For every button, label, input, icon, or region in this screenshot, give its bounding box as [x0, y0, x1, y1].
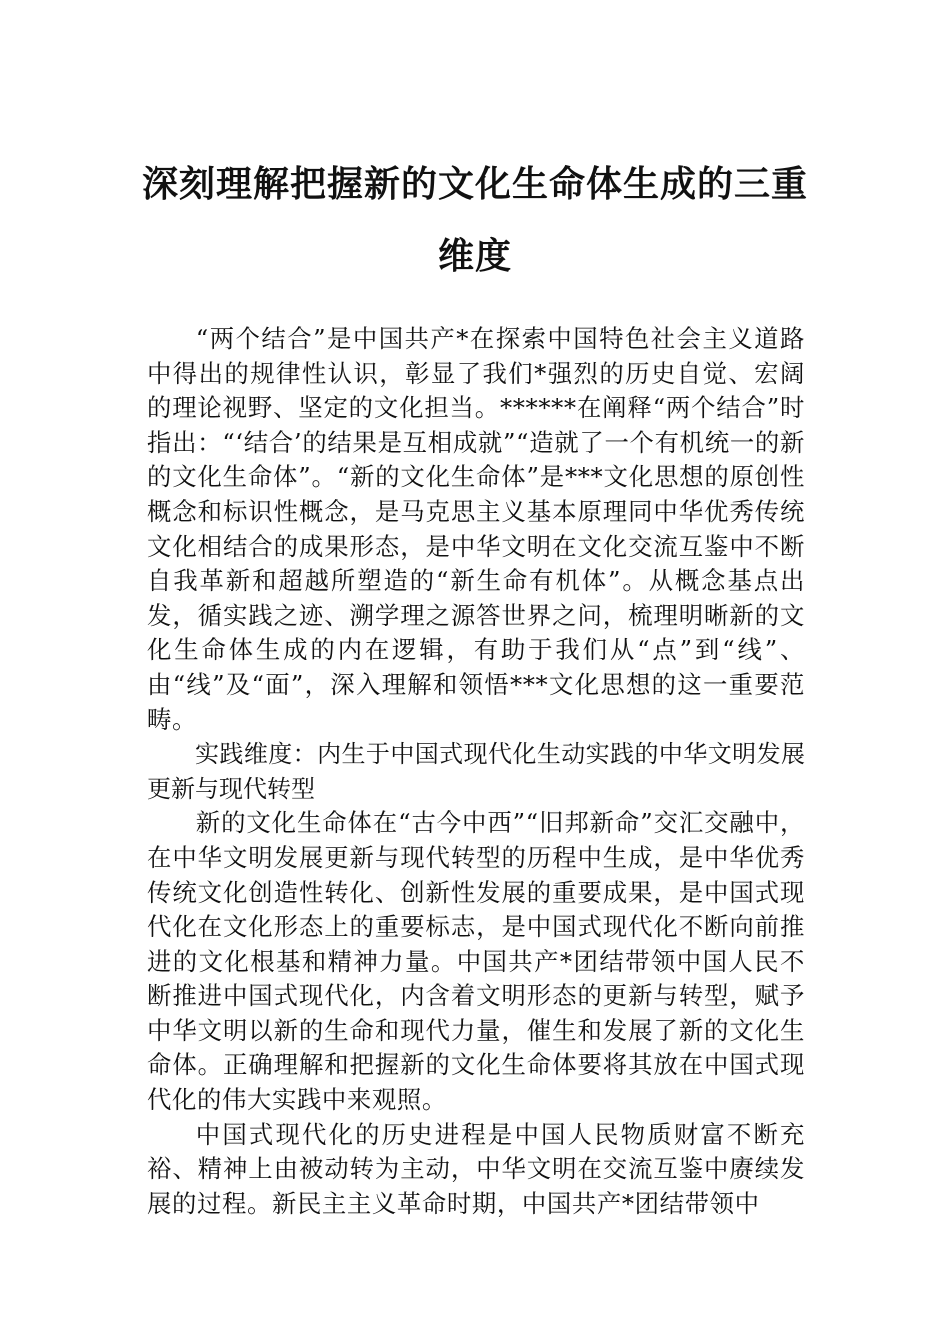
- intro-paragraph: “两个结合”是中国共产*在探索中国特色社会主义道路中得出的规律性认识，彰显了我们*强烈的历史自觉、宏阔的理论视野、坚定的文化担当。******在阐释“两个结合”时指出：“‘结合’的结果是互相成就”“造就了一个有机统一的新的文化生命体”。“新的文化生命体”是***文化思想的原创性概念和标识性概念，是马克思主义基本原理同中华优秀传统文化相结合的成果形态，是中华文明在文化交流互鉴中不断自我革新和超越所塑造的“新生命有机体”。从概念基点出发，循实践之迹、溯学理之源答世界之问，梳理明晰新的文化生命体生成的内在逻辑，有助于我们从“点”到“线”、由“线”及“面”，深入理解和领悟***文化思想的这一重要范畴。: [147, 324, 805, 734]
- document-body: [147, 322, 805, 1221]
- section-paragraph-2: 中国式现代化的历史进程是中国人民物质财富不断充裕、精神上由被动转为主动，中华文明在交流互鉴中赓续发展的过程。新民主主义革命时期，中国共产*团结带领中: [147, 1119, 805, 1218]
- document-title-line-1: 深刻理解把握新的文化生命体生成的三重: [141, 163, 808, 205]
- section-heading: 实践维度：内生于中国式现代化生动实践的中华文明发展更新与现代转型: [147, 740, 805, 803]
- document-title-line-2: 维度: [437, 235, 512, 277]
- section-paragraph-1: 新的文化生命体在“古今中西”“旧邦新命”交汇交融中，在中华文明发展更新与现代转型的历程中生成，是中华优秀传统文化创造性转化、创新性发展的重要成果，是中国式现代化在文化形态上的重要标志，是中国式现代化不断向前推进的文化根基和精神力量。中国共产*团结带领中国人民不断推进中国式现代化，内含着文明形态的更新与转型，赋予中华文明以新的生命和现代力量，催生和发展了新的文化生命体。正确理解和把握新的文化生命体要将其放在中国式现代化的伟大实践中来观照。: [147, 808, 805, 1115]
